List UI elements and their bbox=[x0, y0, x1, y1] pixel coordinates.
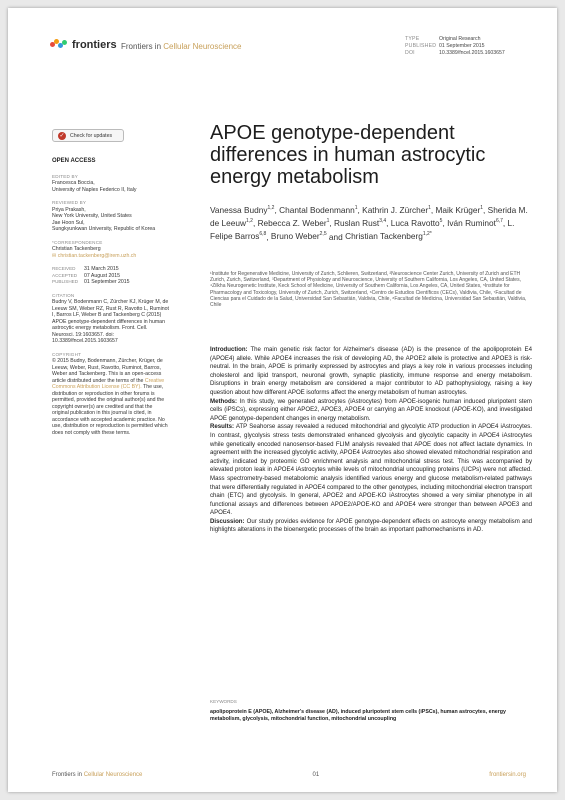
author-name[interactable]: Rebecca Z. Weber$^1$ bbox=[257, 218, 330, 229]
correspondence-label: *CORRESPONDENCE bbox=[52, 239, 103, 245]
affiliations: ¹Institute for Regenerative Medicine, University of Zurich, Schlieren, Switzerland, ²Neuroscience Center Zurich, University of Zurich and ETH Zurich, Zurich, Switzerland, ³Department of Physiology and Neuroscience, University of Southern California, Los Angeles, CA, United States, ⁴Zilkha Neurogenetic Institute, Keck School of Medicine, University of Southern California, Los Angeles, CA, United States, ⁵Institute for Pharmacology and Toxicology, University of Zurich, Zurich, Switzerland, ⁶Centro de Estudios Científicos (CECs), Valdivia, Chile, ⁷Facultad de Ciencias para el Cuidado de la Salud, Universidad San Sebastián, Valdivia, Chile, ⁸Facultad de Medicina, Universidad San Sebastián, Valdivia, Chile bbox=[210, 271, 527, 309]
abstract-discussion: Discussion: Our study provides evidence for APOE genotype-dependent effects on astrocyte energy metabolism and highlights alterations in the bioenergetic processes of the brain as important pathomechanisms in AD. bbox=[210, 517, 532, 534]
license-link[interactable]: Creative Commons Attribution License (CC BY). bbox=[52, 377, 165, 390]
page-number: 01 bbox=[312, 772, 320, 778]
editor-list: Francesca Boccia, University of Naples Federico II, Italy bbox=[52, 180, 137, 193]
journal-name[interactable]: Frontiers in Cellular Neuroscience bbox=[121, 42, 242, 51]
received-date: RECEIVED 31 March 2015 bbox=[52, 266, 119, 272]
citation-text: Budny V, Bodenmann C, Zürcher KJ, Krüger M, de Leeuw SM, Weber RZ, Rust R, Ravotto L, Ruminot I, Barros LF, Weber B and Tackenberg C (2015) APOE genotype-dependent differences in human astrocytic energy metabolism. Front. Cell. Neurosci. 19:1603657. doi: 10.3389/fncel.2015.1603657 bbox=[52, 299, 169, 344]
published-date: PUBLISHED 01 September 2015 bbox=[52, 279, 130, 285]
accepted-date: ACCEPTED 07 August 2015 bbox=[52, 272, 121, 279]
author-name[interactable]: Christian Tackenberg$^{1,2*}$ bbox=[345, 231, 432, 242]
reviewer-list: Priya Prakash, New York University, United States Jae Hoon Sul, Sungkyunkwan University, Republic of Korea bbox=[52, 206, 156, 232]
author-name[interactable]: Sherida M. de Leeuw$^{1,2}$ bbox=[210, 204, 528, 229]
copyright-label: COPYRIGHT bbox=[52, 351, 82, 357]
check-for-updates-button[interactable] bbox=[52, 129, 124, 142]
footer-journal[interactable]: Frontiers in Cellular Neuroscience bbox=[52, 772, 143, 778]
author-name[interactable]: Iván Ruminot$^{6,7}$ bbox=[447, 218, 503, 229]
abstract-results: Results: ATP Seahorse assay revealed a reduced mitochondrial and glycolytic ATP production in APOE4 iAstrocytes. In contrast, glycolysis stress tests demonstrated enhanced glycolysis and glycolytic capacity in APOE4 iAstrocytes while genetically encoded nanosensor-based FLIM analysis revealed that APOE does not affect lactate dynamics. In agreement with the increased glycolytic activity, APOE4 iAstrocytes also showed elevated mitochondrial respiration and activity, indicated by proteomic GO enrichment analysis and mitochondrial stress test. This was accompanied by elevated proton leak in APOE4 iAstrocytes while levels of mitochondrial uncoupling proteins (UCPs) were not affected. Mass spectrometry-based metabolomic analysis identified various energy and glucose metabolism-related pathways that were differentially regulated in APOE4 compared to the other genotypes, including mitochondrial electron transport chain (ETC) and glycolysis. In general, APOE2 and APOE-KO iAstrocytes showed a very similar phenotype in all functional assays and differences between APOE2/APOE-KO and APOE4 were stronger than between APOE3 and APOE4. bbox=[210, 423, 532, 517]
keywords-list: apolipoprotein E (APOE), Alzheimer's disease (AD), induced pluripotent stem cells (iPSCs), human astrocytes, energy metabolism, glycolysis, mitochondrial function, mitochondrial uncoupling bbox=[210, 708, 506, 723]
open-access-label: OPEN ACCESS bbox=[52, 158, 96, 164]
keywords-section bbox=[210, 698, 532, 724]
abstract-introduction: Introduction: The main genetic risk factor for Alzheimer's disease (AD) is the presence of the apolipoprotein E4 (APOE4) allele. While APOE4 increases the risk of developing AD, the APOE2 allele is protective and APOE3 is risk-neutral. In the brain, APOE is primarily expressed by astrocytes and plays a key role in various processes including cholesterol and lipid transport, neuronal growth, synaptic plasticity, immune response and energy metabolism. Disruptions in brain energy metabolism are considered a major contributor to AD pathophysiology, raising a key question about how different APOE isoforms affect the energy metabolism of human astrocytes. bbox=[210, 346, 532, 396]
page-footer bbox=[52, 772, 526, 778]
author-name[interactable]: Chantal Bodenmann$^1$ bbox=[279, 204, 358, 215]
author-name[interactable]: Luca Ravotto$^5$ bbox=[390, 218, 443, 229]
author-list: Vanessa Budny$^{1,2}$, Chantal Bodenmann$^1$, Kathrin J. Zürcher$^1$, Maik Krüger$^1$, Sherida M. de Leeuw$^{1,2}$, Rebecca Z. Weber$^1$, Ruslan Rust$^{3,4}$, Luca Ravotto$^5$, Iván Ruminot$^{6,7}$, L. Felipe Barros$^{6,8}$, Bruno Weber$^{2,5}$ and Christian Tackenberg$^{1,2*}$ bbox=[210, 204, 528, 242]
author-name[interactable]: Kathrin J. Zürcher$^1$ bbox=[362, 204, 431, 215]
abstract bbox=[210, 346, 532, 535]
article-title: APOE genotype-dependent differences in human astrocytic energy metabolism bbox=[210, 122, 486, 188]
footer-site-link[interactable]: frontiersin.org bbox=[489, 772, 526, 778]
edited-by-label: EDITED BY bbox=[52, 173, 79, 179]
keywords-label: KEYWORDS bbox=[210, 699, 237, 704]
publisher-logo[interactable] bbox=[50, 39, 117, 51]
publisher-name: frontiers bbox=[72, 39, 117, 51]
article-page bbox=[8, 8, 557, 792]
reviewed-by-label: REVIEWED BY bbox=[52, 200, 87, 205]
abstract-methods: Methods: In this study, we generated astrocytes (iAstrocytes) from APOE-isogenic human induced pluripotent stem cells (iPSCs), expressing either APOE2, APOE3, APOE4 or carrying an APOE knockout (APOE-KO), and investigated APOE genotype-dependent changes in energy metabolism. bbox=[210, 397, 532, 422]
corresponding-email-link[interactable]: ✉ christian.tackenberg@irem.uzh.ch bbox=[52, 252, 137, 259]
article-meta bbox=[405, 36, 505, 57]
copyright-text: © 2015 Budny, Bodenmann, Zürcher, Krüger, de Leeuw, Weber, Rust, Ravotto, Ruminot, Barros, Weber and Tackenberg. This is an open-access article distributed under the terms of the Creative Commons Attribution License (CC BY). The use, distribution or reproduction in other forums is permitted, provided the original author(s) and the copyright owner(s) are credited and that the original publication in this journal is cited, in accordance with accepted academic practice. No use, distribution or reproduction is permitted which does not comply with these terms. bbox=[52, 358, 168, 436]
author-name[interactable]: Vanessa Budny$^{1,2}$ bbox=[210, 204, 275, 215]
citation-label: CITATION bbox=[52, 292, 75, 298]
update-badge-icon: ✓ bbox=[59, 132, 65, 139]
meta-row-doi: DOI 10.3389/fncel.2015.1603657 bbox=[405, 50, 505, 56]
article-sidebar bbox=[52, 158, 170, 436]
author-name[interactable]: Bruno Weber$^{2,5}$ bbox=[270, 231, 327, 242]
frontiers-logo-icon bbox=[50, 39, 68, 51]
author-name[interactable]: L. Felipe Barros$^{6,8}$ bbox=[210, 218, 515, 242]
author-name[interactable]: Ruslan Rust$^{3,4}$ bbox=[334, 218, 387, 229]
corresponding-author: Christian Tackenberg bbox=[52, 246, 101, 252]
meta-row-type: TYPE Original Research bbox=[405, 36, 481, 42]
meta-row-published: PUBLISHED 01 September 2015 bbox=[405, 43, 485, 49]
author-name[interactable]: Maik Krüger$^1$ bbox=[435, 204, 484, 215]
article-dates bbox=[52, 266, 170, 286]
updates-label: Check for updates bbox=[70, 132, 113, 139]
